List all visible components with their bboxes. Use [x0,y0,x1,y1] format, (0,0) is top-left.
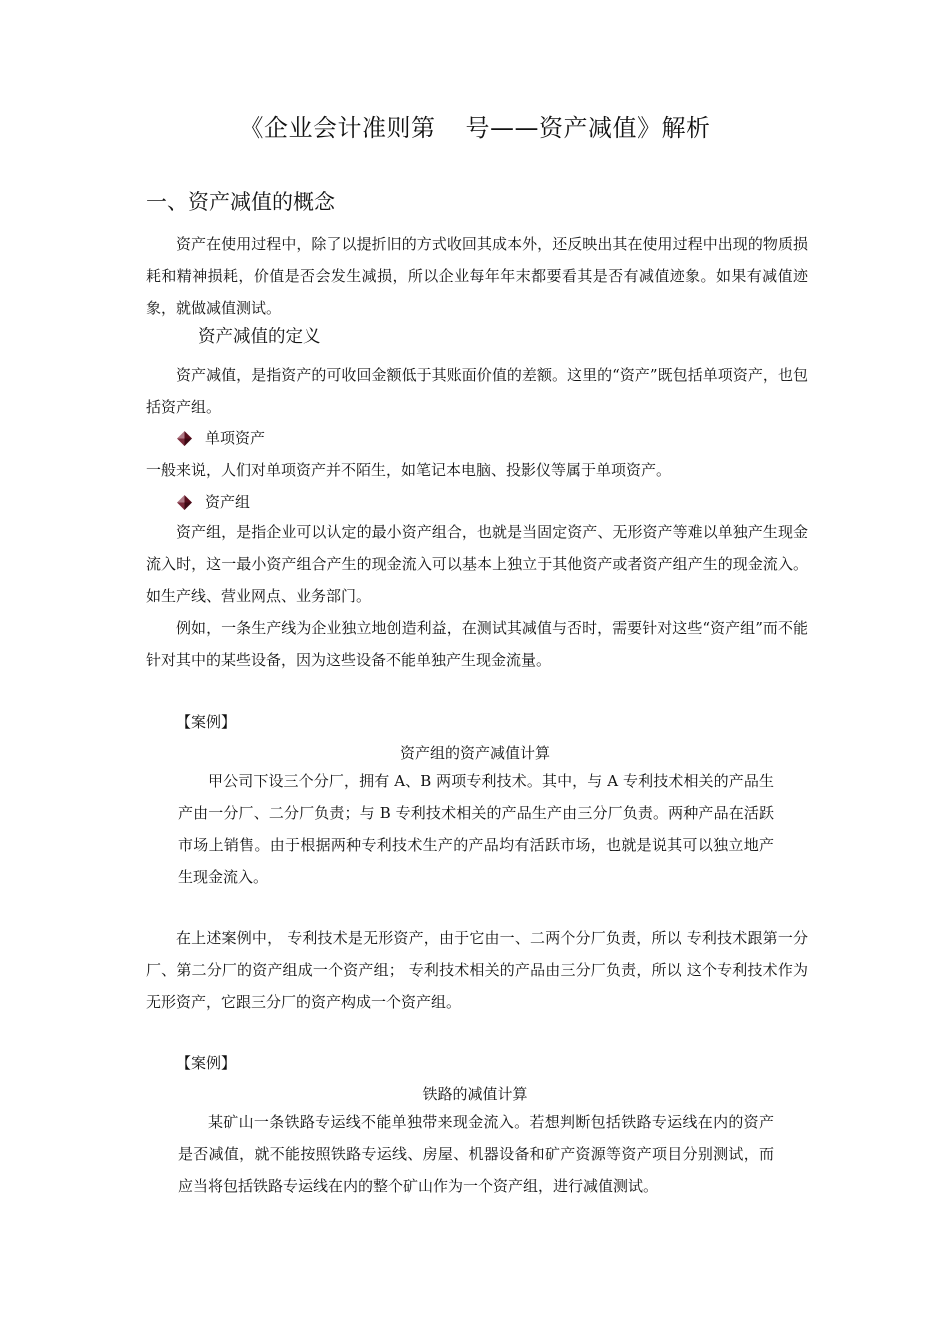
asset-group-paragraph: 资产组，是指企业可以认定的最小资产组合，也就是当固定资产、无形资产等难以单独产生现金流入时，这一最小资产组合产生的现金流入可以基本上独立于其他资产或者资产组产生的现金流入。如生产线、营业网点、业务部门。 [146,523,808,605]
title-part-1: 《企业会计准则第 [239,114,436,142]
example-paragraph: 例如，一条生产线为企业独立地创造利益，在测试其减值与否时，需要针对这些“资产组”而不能针对其中的某些设备，因为这些设备不能单独产生现金流量。 [146,619,808,669]
case-2-title: 铁路的减值计算 [422,1085,528,1103]
diamond-bullet-icon [176,494,193,511]
intro-paragraph: 资产在使用过程中，除了以提折旧的方式收回其成本外，还反映出其在使用过程中出现的物质损耗和精神损耗，价值是否会发生减损，所以企业每年年末都要看其是否有减值迹象。如果有减值迹象，就做减值测试。 [146,235,808,317]
case-1-title: 资产组的资产减值计算 [399,744,550,762]
document-title [0,108,950,143]
case-1-tag: 【案例】 [176,713,237,731]
title-part-2: 号——资产减值》解析 [465,114,711,142]
definition-paragraph: 资产减值，是指资产的可收回金额低于其账面价值的差额。这里的“资产”既包括单项资产，也包括资产组。 [146,366,808,416]
case-2-tag: 【案例】 [176,1054,237,1072]
single-asset-text: 一般来说，人们对单项资产并不陌生，如笔记本电脑、投影仪等属于单项资产。 [146,461,672,479]
bullet-asset-group [176,492,250,512]
sub-heading-definition: 资产减值的定义 [198,327,321,347]
bullet-label-asset-group: 资产组 [205,493,251,511]
case-2-body: 某矿山一条铁路专运线不能单独带来现金流入。若想判断包括铁路专运线在内的资产是否减值，就不能按照铁路专运线、房屋、机器设备和矿产资源等资产项目分别测试，而应当将包括铁路专运线在内的整个矿山作为一个资产组，进行减值测试。 [178,1113,774,1195]
case-1-analysis: 在上述案例中， 专利技术是无形资产，由于它由一、二两个分厂负责，所以 专利技术跟第一分厂、第二分厂的资产组成一个资产组； 专利技术相关的产品由三分厂负责，所以 这个专利技术作为无形资产，它跟三分厂的资产构成一个资产组。 [146,929,808,1011]
bullet-single-asset [176,428,265,448]
section-heading: 一、资产减值的概念 [146,190,335,214]
case-1-body: 甲公司下设三个分厂，拥有 A、B 两项专利技术。其中，与 A 专利技术相关的产品生产由一分厂、二分厂负责；与 B 专利技术相关的产品生产由三分厂负责。两种产品在活跃市场上销售。由于根据两种专利技术生产的产品均有活跃市场，也就是说其可以独立地产生现金流入。 [178,772,774,886]
diamond-bullet-icon [176,430,193,447]
bullet-label-single-asset: 单项资产 [205,429,266,447]
